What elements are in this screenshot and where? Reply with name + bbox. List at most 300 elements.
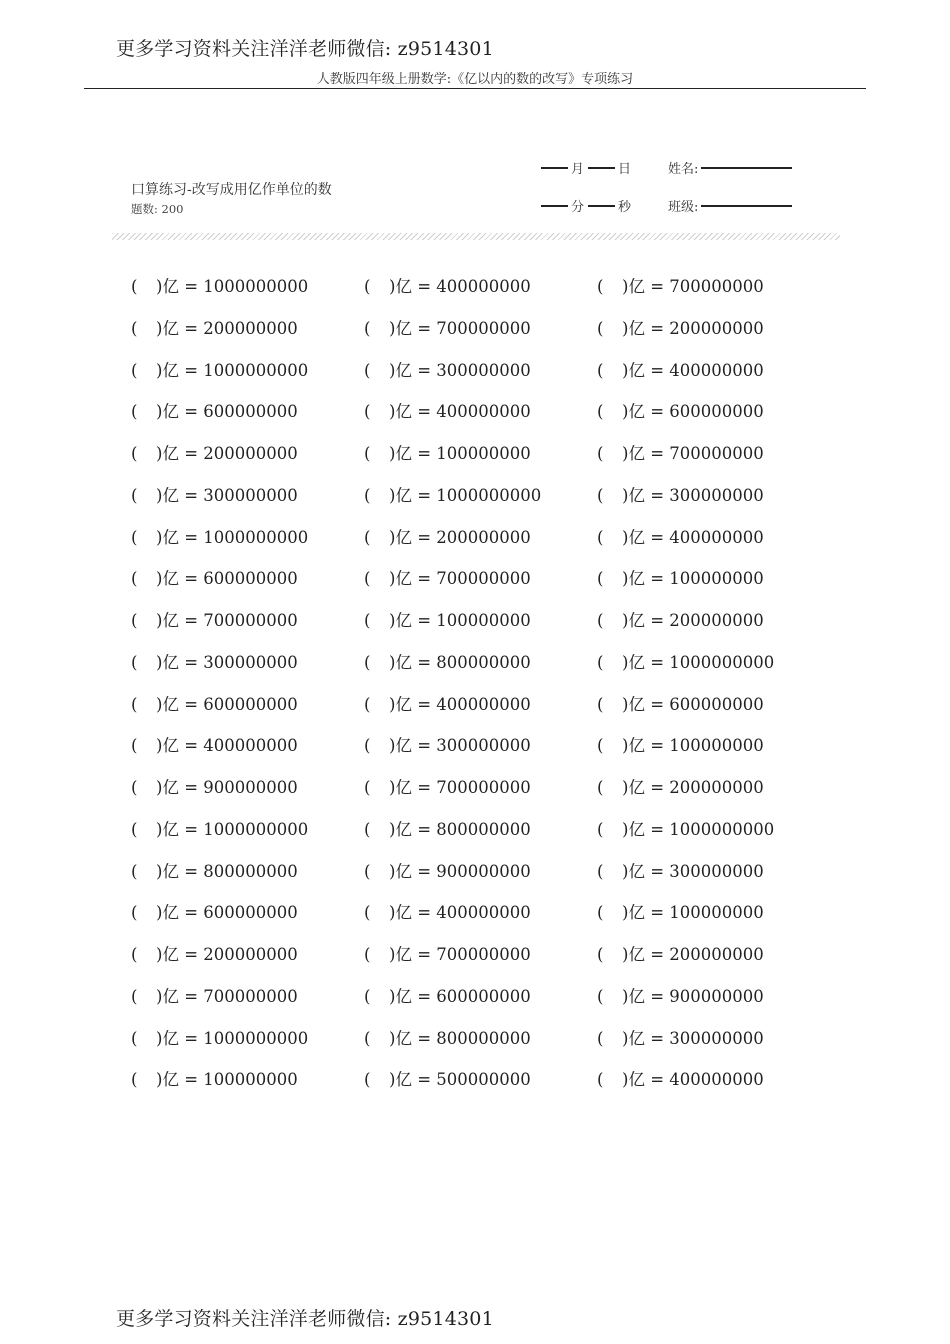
unit-label: 亿 <box>162 444 179 463</box>
unit-label: 亿 <box>628 695 645 714</box>
answer-blank[interactable]: ( <box>131 444 138 463</box>
equals-sign: = <box>417 486 432 505</box>
answer-blank[interactable]: ( <box>131 402 138 421</box>
equals-sign: = <box>650 444 665 463</box>
equals-sign: = <box>650 778 665 797</box>
unit-label: 亿 <box>628 736 645 755</box>
unit-label: 亿 <box>628 1070 645 1089</box>
equals-sign: = <box>184 569 199 588</box>
answer-blank[interactable]: ( <box>364 319 371 338</box>
answer-blank[interactable]: ( <box>131 903 138 922</box>
close-paren: ) <box>156 569 163 588</box>
problem-item <box>364 820 531 840</box>
equals-sign: = <box>417 820 432 839</box>
class-blank[interactable] <box>701 205 792 207</box>
equals-sign: = <box>650 402 665 421</box>
problem-item <box>131 361 308 381</box>
answer-blank[interactable]: ( <box>364 987 371 1006</box>
close-paren: ) <box>622 277 629 296</box>
unit-label: 亿 <box>162 862 179 881</box>
equals-sign: = <box>650 528 665 547</box>
unit-label: 亿 <box>395 361 412 380</box>
answer-blank[interactable]: ( <box>364 277 371 296</box>
problem-item <box>364 486 541 506</box>
answer-blank[interactable]: ( <box>597 820 604 839</box>
equals-sign: = <box>650 820 665 839</box>
problem-item <box>131 444 298 464</box>
unit-label: 亿 <box>628 569 645 588</box>
unit-label: 亿 <box>162 820 179 839</box>
equals-sign: = <box>417 528 432 547</box>
unit-label: 亿 <box>395 987 412 1006</box>
unit-label: 亿 <box>395 820 412 839</box>
problem-value: 1000000000 <box>203 277 309 296</box>
close-paren: ) <box>156 361 163 380</box>
problem-value: 200000000 <box>669 611 764 630</box>
answer-blank[interactable]: ( <box>597 945 604 964</box>
problem-value: 300000000 <box>669 862 764 881</box>
answer-blank[interactable]: ( <box>131 653 138 672</box>
answer-blank[interactable]: ( <box>364 569 371 588</box>
unit-label: 亿 <box>395 319 412 338</box>
problem-value: 1000000000 <box>203 361 309 380</box>
equals-sign: = <box>650 945 665 964</box>
unit-label: 亿 <box>162 319 179 338</box>
close-paren: ) <box>622 903 629 922</box>
equals-sign: = <box>650 903 665 922</box>
problem-item <box>597 987 764 1007</box>
answer-blank[interactable]: ( <box>597 402 604 421</box>
second-label: 秒 <box>618 200 632 215</box>
problem-item <box>131 486 298 506</box>
answer-blank[interactable]: ( <box>597 319 604 338</box>
answer-blank[interactable]: ( <box>364 736 371 755</box>
problem-item <box>364 361 531 381</box>
close-paren: ) <box>389 736 396 755</box>
problem-item <box>364 1029 531 1049</box>
problem-item <box>364 277 531 297</box>
second-blank[interactable] <box>588 205 615 207</box>
problem-value: 400000000 <box>669 1070 764 1089</box>
problem-value: 800000000 <box>436 653 531 672</box>
answer-blank[interactable]: ( <box>364 695 371 714</box>
answer-blank[interactable]: ( <box>131 987 138 1006</box>
problem-item <box>364 402 531 422</box>
problem-item <box>597 569 764 589</box>
close-paren: ) <box>389 402 396 421</box>
unit-label: 亿 <box>628 903 645 922</box>
unit-label: 亿 <box>162 695 179 714</box>
close-paren: ) <box>389 361 396 380</box>
answer-blank[interactable]: ( <box>364 653 371 672</box>
problem-item <box>131 820 308 840</box>
problem-item <box>597 820 774 840</box>
problem-item <box>364 778 531 798</box>
answer-blank[interactable]: ( <box>131 361 138 380</box>
problem-value: 900000000 <box>669 987 764 1006</box>
close-paren: ) <box>622 653 629 672</box>
problem-value: 200000000 <box>203 444 298 463</box>
equals-sign: = <box>417 361 432 380</box>
problem-item <box>131 528 308 548</box>
equals-sign: = <box>417 987 432 1006</box>
close-paren: ) <box>156 319 163 338</box>
equals-sign: = <box>184 862 199 881</box>
problem-value: 200000000 <box>669 945 764 964</box>
equals-sign: = <box>184 1029 199 1048</box>
equals-sign: = <box>184 486 199 505</box>
problem-value: 400000000 <box>436 695 531 714</box>
problem-value: 300000000 <box>436 361 531 380</box>
problem-item <box>597 1029 764 1049</box>
answer-blank[interactable]: ( <box>597 444 604 463</box>
problem-item <box>131 569 298 589</box>
close-paren: ) <box>389 987 396 1006</box>
problem-value: 100000000 <box>436 611 531 630</box>
problem-value: 300000000 <box>436 736 531 755</box>
problem-item <box>131 987 298 1007</box>
close-paren: ) <box>389 319 396 338</box>
problem-item <box>131 903 298 923</box>
problem-value: 300000000 <box>669 1029 764 1048</box>
problem-item <box>131 402 298 422</box>
equals-sign: = <box>650 486 665 505</box>
problem-item <box>131 695 298 715</box>
answer-blank[interactable]: ( <box>597 695 604 714</box>
answer-blank[interactable]: ( <box>597 1029 604 1048</box>
unit-label: 亿 <box>395 778 412 797</box>
answer-blank[interactable]: ( <box>597 903 604 922</box>
unit-label: 亿 <box>395 945 412 964</box>
close-paren: ) <box>389 653 396 672</box>
problem-value: 1000000000 <box>203 528 309 547</box>
equals-sign: = <box>417 569 432 588</box>
unit-label: 亿 <box>162 402 179 421</box>
answer-blank[interactable]: ( <box>597 862 604 881</box>
equals-sign: = <box>417 444 432 463</box>
unit-label: 亿 <box>628 611 645 630</box>
problem-item <box>364 1070 531 1090</box>
problem-value: 800000000 <box>436 1029 531 1048</box>
time-field <box>541 196 635 215</box>
answer-blank[interactable]: ( <box>364 862 371 881</box>
equals-sign: = <box>184 695 199 714</box>
answer-blank[interactable]: ( <box>364 1029 371 1048</box>
close-paren: ) <box>156 695 163 714</box>
equals-sign: = <box>184 653 199 672</box>
unit-label: 亿 <box>395 653 412 672</box>
close-paren: ) <box>156 653 163 672</box>
problem-value: 200000000 <box>436 528 531 547</box>
answer-blank[interactable]: ( <box>364 486 371 505</box>
close-paren: ) <box>156 611 163 630</box>
answer-blank[interactable]: ( <box>597 736 604 755</box>
problem-value: 800000000 <box>203 862 298 881</box>
class-field <box>668 196 792 215</box>
equals-sign: = <box>184 903 199 922</box>
answer-blank[interactable]: ( <box>364 820 371 839</box>
problem-value: 100000000 <box>669 736 764 755</box>
problem-item <box>364 528 531 548</box>
close-paren: ) <box>622 569 629 588</box>
problem-value: 1000000000 <box>436 486 542 505</box>
answer-blank[interactable]: ( <box>364 528 371 547</box>
close-paren: ) <box>156 778 163 797</box>
problem-value: 600000000 <box>203 569 298 588</box>
unit-label: 亿 <box>628 277 645 296</box>
equals-sign: = <box>184 444 199 463</box>
problem-count: 题数: 200 <box>131 202 184 216</box>
close-paren: ) <box>156 820 163 839</box>
watermark-bottom: 更多学习资料关注洋洋老师微信: z9514301 <box>116 1308 494 1330</box>
unit-label: 亿 <box>628 528 645 547</box>
answer-blank[interactable]: ( <box>364 402 371 421</box>
equals-sign: = <box>184 987 199 1006</box>
problem-item <box>131 653 298 673</box>
answer-blank[interactable]: ( <box>131 277 138 296</box>
equals-sign: = <box>417 1029 432 1048</box>
problem-value: 700000000 <box>436 778 531 797</box>
close-paren: ) <box>389 862 396 881</box>
equals-sign: = <box>650 277 665 296</box>
problem-value: 400000000 <box>436 277 531 296</box>
close-paren: ) <box>622 1029 629 1048</box>
unit-label: 亿 <box>628 361 645 380</box>
answer-blank[interactable]: ( <box>597 361 604 380</box>
problem-value: 100000000 <box>669 569 764 588</box>
close-paren: ) <box>622 987 629 1006</box>
unit-label: 亿 <box>628 444 645 463</box>
unit-label: 亿 <box>628 862 645 881</box>
problem-value: 1000000000 <box>669 820 775 839</box>
close-paren: ) <box>622 945 629 964</box>
close-paren: ) <box>156 736 163 755</box>
month-label: 月 <box>571 162 585 177</box>
day-blank[interactable] <box>588 167 615 169</box>
equals-sign: = <box>417 277 432 296</box>
problem-item <box>597 903 764 923</box>
unit-label: 亿 <box>395 695 412 714</box>
problem-item <box>597 695 764 715</box>
problem-value: 400000000 <box>203 736 298 755</box>
problem-value: 600000000 <box>203 903 298 922</box>
problem-value: 600000000 <box>669 402 764 421</box>
unit-label: 亿 <box>628 778 645 797</box>
problem-item <box>364 569 531 589</box>
answer-blank[interactable]: ( <box>597 778 604 797</box>
unit-label: 亿 <box>162 277 179 296</box>
unit-label: 亿 <box>395 277 412 296</box>
name-blank[interactable] <box>701 167 792 169</box>
equals-sign: = <box>650 653 665 672</box>
class-label: 班级: <box>668 200 699 215</box>
answer-blank[interactable]: ( <box>597 1070 604 1089</box>
problem-item <box>131 1070 298 1090</box>
minute-label: 分 <box>571 200 585 215</box>
answer-blank[interactable]: ( <box>364 945 371 964</box>
equals-sign: = <box>184 778 199 797</box>
unit-label: 亿 <box>395 444 412 463</box>
equals-sign: = <box>184 319 199 338</box>
equals-sign: = <box>417 611 432 630</box>
answer-blank[interactable]: ( <box>131 319 138 338</box>
close-paren: ) <box>156 277 163 296</box>
problem-value: 800000000 <box>436 820 531 839</box>
problem-value: 1000000000 <box>203 1029 309 1048</box>
answer-blank[interactable]: ( <box>131 528 138 547</box>
close-paren: ) <box>389 695 396 714</box>
answer-blank[interactable]: ( <box>131 611 138 630</box>
minute-blank[interactable] <box>541 205 568 207</box>
answer-blank[interactable]: ( <box>597 611 604 630</box>
close-paren: ) <box>156 528 163 547</box>
answer-blank[interactable]: ( <box>597 277 604 296</box>
close-paren: ) <box>156 987 163 1006</box>
answer-blank[interactable]: ( <box>131 1070 138 1089</box>
answer-blank[interactable]: ( <box>131 945 138 964</box>
problem-item <box>131 277 308 297</box>
problem-value: 100000000 <box>436 444 531 463</box>
close-paren: ) <box>622 444 629 463</box>
sheet-title: 口算练习-改写成用亿作单位的数 <box>131 182 332 198</box>
problem-value: 400000000 <box>669 528 764 547</box>
problem-value: 700000000 <box>203 611 298 630</box>
close-paren: ) <box>389 569 396 588</box>
problem-item <box>597 653 774 673</box>
answer-blank[interactable]: ( <box>364 444 371 463</box>
problem-value: 200000000 <box>203 945 298 964</box>
equals-sign: = <box>417 653 432 672</box>
close-paren: ) <box>156 1029 163 1048</box>
equals-sign: = <box>650 1070 665 1089</box>
problem-value: 600000000 <box>203 402 298 421</box>
unit-label: 亿 <box>628 945 645 964</box>
equals-sign: = <box>650 569 665 588</box>
unit-label: 亿 <box>395 528 412 547</box>
unit-label: 亿 <box>628 402 645 421</box>
problem-item <box>597 611 764 631</box>
close-paren: ) <box>156 486 163 505</box>
problem-value: 1000000000 <box>203 820 309 839</box>
close-paren: ) <box>389 945 396 964</box>
problem-item <box>364 611 531 631</box>
unit-label: 亿 <box>395 1070 412 1089</box>
unit-label: 亿 <box>628 987 645 1006</box>
equals-sign: = <box>184 361 199 380</box>
answer-blank[interactable]: ( <box>597 486 604 505</box>
answer-blank[interactable]: ( <box>597 987 604 1006</box>
equals-sign: = <box>650 695 665 714</box>
problem-item <box>597 319 764 339</box>
month-blank[interactable] <box>541 167 568 169</box>
equals-sign: = <box>417 903 432 922</box>
unit-label: 亿 <box>162 486 179 505</box>
answer-blank[interactable]: ( <box>131 736 138 755</box>
equals-sign: = <box>417 319 432 338</box>
answer-blank[interactable]: ( <box>131 695 138 714</box>
problem-item <box>364 903 531 923</box>
unit-label: 亿 <box>162 778 179 797</box>
unit-label: 亿 <box>628 319 645 338</box>
answer-blank[interactable]: ( <box>364 611 371 630</box>
unit-label: 亿 <box>628 486 645 505</box>
unit-label: 亿 <box>162 1070 179 1089</box>
equals-sign: = <box>650 736 665 755</box>
answer-blank[interactable]: ( <box>364 361 371 380</box>
problem-value: 900000000 <box>203 778 298 797</box>
answer-blank[interactable]: ( <box>131 862 138 881</box>
close-paren: ) <box>389 444 396 463</box>
unit-label: 亿 <box>628 1029 645 1048</box>
unit-label: 亿 <box>395 1029 412 1048</box>
problem-value: 100000000 <box>669 903 764 922</box>
problem-value: 600000000 <box>436 987 531 1006</box>
problem-value: 700000000 <box>203 987 298 1006</box>
close-paren: ) <box>389 820 396 839</box>
close-paren: ) <box>156 903 163 922</box>
problem-value: 100000000 <box>203 1070 298 1089</box>
equals-sign: = <box>184 277 199 296</box>
problem-value: 400000000 <box>436 402 531 421</box>
answer-blank[interactable]: ( <box>597 528 604 547</box>
equals-sign: = <box>184 1070 199 1089</box>
answer-blank[interactable]: ( <box>597 569 604 588</box>
unit-label: 亿 <box>395 862 412 881</box>
problem-item <box>597 736 764 756</box>
problem-item <box>131 1029 308 1049</box>
answer-blank[interactable]: ( <box>131 820 138 839</box>
unit-label: 亿 <box>628 820 645 839</box>
answer-blank[interactable]: ( <box>364 778 371 797</box>
unit-label: 亿 <box>395 736 412 755</box>
unit-label: 亿 <box>162 653 179 672</box>
close-paren: ) <box>622 319 629 338</box>
answer-blank[interactable]: ( <box>364 1070 371 1089</box>
equals-sign: = <box>184 945 199 964</box>
problem-item <box>364 695 531 715</box>
answer-blank[interactable]: ( <box>597 653 604 672</box>
answer-blank[interactable]: ( <box>364 903 371 922</box>
problem-value: 300000000 <box>203 653 298 672</box>
problem-value: 200000000 <box>669 319 764 338</box>
answer-blank[interactable]: ( <box>131 1029 138 1048</box>
equals-sign: = <box>184 528 199 547</box>
unit-label: 亿 <box>395 486 412 505</box>
problem-value: 600000000 <box>669 695 764 714</box>
answer-blank[interactable]: ( <box>131 569 138 588</box>
problem-value: 700000000 <box>436 945 531 964</box>
problem-item <box>597 945 764 965</box>
equals-sign: = <box>650 987 665 1006</box>
close-paren: ) <box>389 277 396 296</box>
close-paren: ) <box>389 903 396 922</box>
equals-sign: = <box>650 319 665 338</box>
close-paren: ) <box>156 402 163 421</box>
problem-item <box>364 319 531 339</box>
problem-value: 300000000 <box>203 486 298 505</box>
unit-label: 亿 <box>162 736 179 755</box>
problem-value: 700000000 <box>669 444 764 463</box>
close-paren: ) <box>389 1029 396 1048</box>
answer-blank[interactable]: ( <box>131 778 138 797</box>
problem-value: 400000000 <box>436 903 531 922</box>
equals-sign: = <box>650 1029 665 1048</box>
answer-blank[interactable]: ( <box>131 486 138 505</box>
equals-sign: = <box>417 736 432 755</box>
problem-item <box>131 611 298 631</box>
problem-item <box>364 653 531 673</box>
equals-sign: = <box>184 402 199 421</box>
